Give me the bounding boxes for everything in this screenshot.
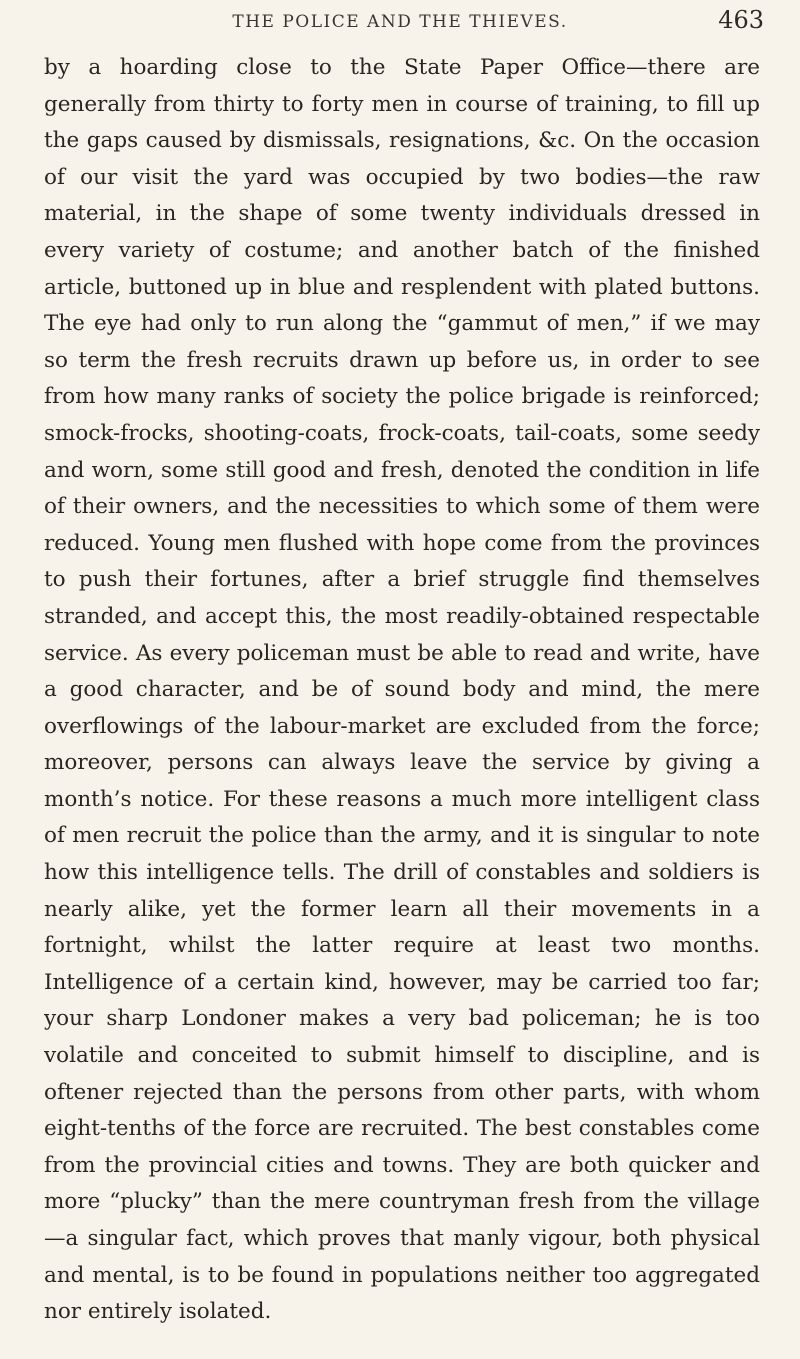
- page-number: 463: [718, 6, 764, 34]
- running-title: THE POLICE AND THE THIEVES.: [232, 12, 568, 32]
- running-head: [0, 6, 800, 40]
- body-paragraph: by a hoarding close to the State Paper Office—there are generally from thirty to forty men in course of training, to fill up the gaps caused by dismissals, resignations, &c. On the occasion of our visit the yard was occupied by two bodies—the raw material, in the shape of some twenty individuals dressed in every variety of costume; and another batch of the finished article, buttoned up in blue and resplendent with plated buttons. The eye had only to run along the “gammut of men,” if we may so term the fresh recruits drawn up before us, in order to see from how many ranks of society the police brigade is reinforced; smock-frocks, shooting-coats, frock-coats, tail-coats, some seedy and worn, some still good and fresh, denoted the condition in life of their owners, and the necessities to which some of them were reduced. Young men flushed with hope come from the provinces to push their fortunes, after a brief struggle find themselves stranded, and accept this, the most readily-obtained respectable service. As every policeman must be able to read and write, have a good character, and be of sound body and mind, the mere overflowings of the labour-market are excluded from the force; moreover, persons can always leave the service by giving a month’s notice. For these reasons a much more intelligent class of men recruit the police than the army, and it is singular to note how this intelligence tells. The drill of constables and soldiers is nearly alike, yet the former learn all their movements in a fortnight, whilst the latter require at least two months. Intelligence of a certain kind, however, may be carried too far; your sharp Londoner makes a very bad policeman; he is too volatile and conceited to submit himself to discipline, and is oftener rejected than the persons from other parts, with whom eight-tenths of the force are recruited. The best constables come from the provincial cities and towns. They are both quicker and more “plucky” than the mere countryman fresh from the village—a singular fact, which proves that manly vigour, both physical and mental, is to be found in populations neither too aggregated nor entirely isolated.: [44, 55, 760, 1325]
